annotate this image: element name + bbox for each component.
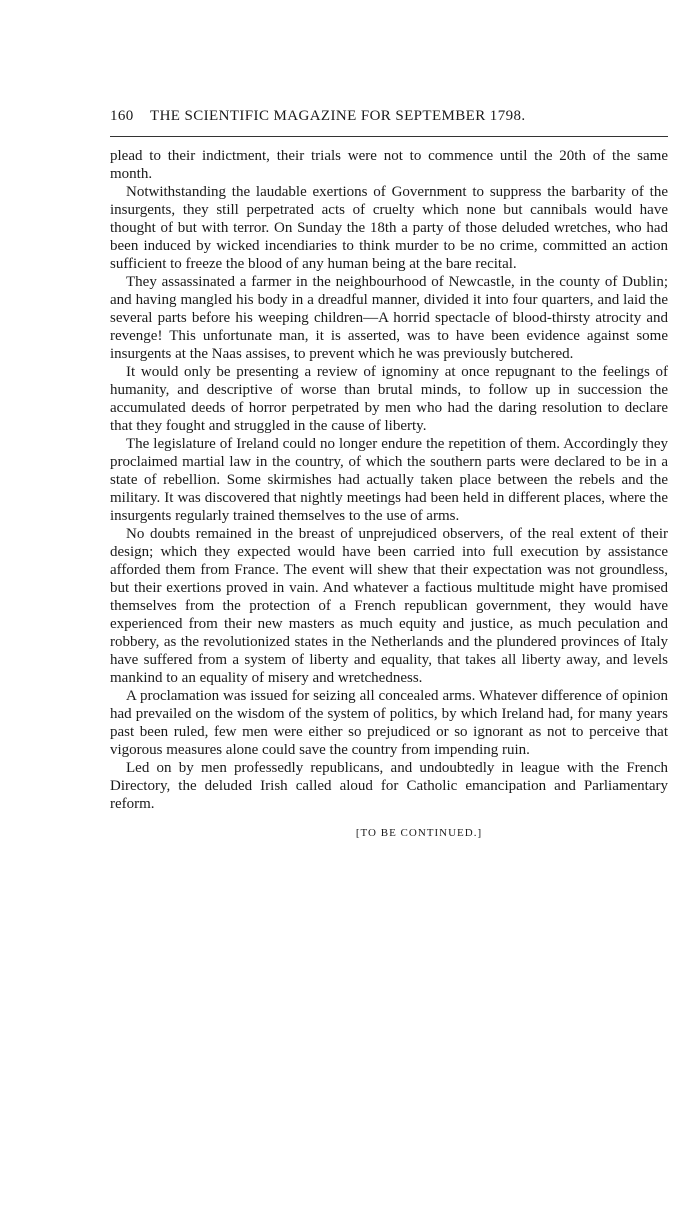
paragraph-7: A proclamation was issued for seizing all concealed arms. Whatever difference of opinion had prevailed on the wisdom of the system of politics, by which Ireland had, for many years past been ruled, few men were either so prejudiced or so ignorant as not to perceive that vigorous measures alone could save the country from impending ruin. — [110, 688, 668, 758]
article-body — [110, 147, 668, 813]
paragraph-2: Notwithstanding the laudable exertions of Government to suppress the barbarity of the insurgents, they still perpetrated acts of cruelty which none but cannibals would have thought of but with terror. On Sunday the 18th a party of those deluded wretches, who had been induced by wicked incendiaries to think murder to be no crime, committed an action sufficient to freeze the blood of any human being at the bare recital. — [110, 184, 668, 272]
page-number: 160 — [110, 108, 134, 124]
running-header — [110, 108, 668, 134]
paragraph-6: No doubts remained in the breast of unprejudiced observers, of the real extent of their design; which they expected would have been carried into full execution by assistance afforded them from France. The event will shew that their expectation was not groundless, but their exertions proved in vain. And whatever a factious multitude might have promised themselves from the protection of a French republican government, they would have experienced from their new masters as much equity and justice, as much peculation and robbery, as the revolutionized states in the Netherlands and the plundered provinces of Italy have suffered from a system of liberty and equality, that takes all liberty away, and levels mankind to an equality of misery and wretchedness. — [110, 526, 668, 686]
paragraph-4: It would only be presenting a review of ignominy at once repugnant to the feelings of humanity, and descriptive of worse than brutal minds, to follow up in succession the accumulated deeds of horror perpetrated by men who had the daring resolution to declare that they fought and struggled in the cause of liberty. — [110, 364, 668, 434]
continued-note: [TO BE CONTINUED.] — [355, 827, 483, 839]
header-rule — [110, 136, 668, 137]
paragraph-5: The legislature of Ireland could no longer endure the repetition of them. Accordingly they proclaimed martial law in the country, of which the southern parts were declared to be in a state of rebellion. Some skirmishes had actually taken place between the rebels and the military. It was discovered that nightly meetings had been held in different places, where the insurgents regularly trained themselves to the use of arms. — [110, 436, 668, 524]
paragraph-8: Led on by men professedly republicans, and undoubtedly in league with the French Directory, the deluded Irish called aloud for Catholic emancipation and Parliamentary reform. — [110, 760, 668, 812]
paragraph-1: plead to their indictment, their trials were not to commence until the 20th of the same month. — [110, 148, 668, 182]
running-title: THE SCIENTIFIC MAGAZINE FOR SEPTEMBER 1798. — [150, 108, 526, 124]
paragraph-3: They assassinated a farmer in the neighbourhood of Newcastle, in the county of Dublin; and having mangled his body in a dreadful manner, divided it into four quarters, and laid the several parts before his weeping children—A horrid spectacle of blood-thirsty atrocity and revenge! This unfortunate man, it is asserted, was to have been evidence against some insurgents at the Naas assises, to prevent which he was previously butchered. — [110, 274, 668, 362]
document-page — [110, 108, 668, 839]
